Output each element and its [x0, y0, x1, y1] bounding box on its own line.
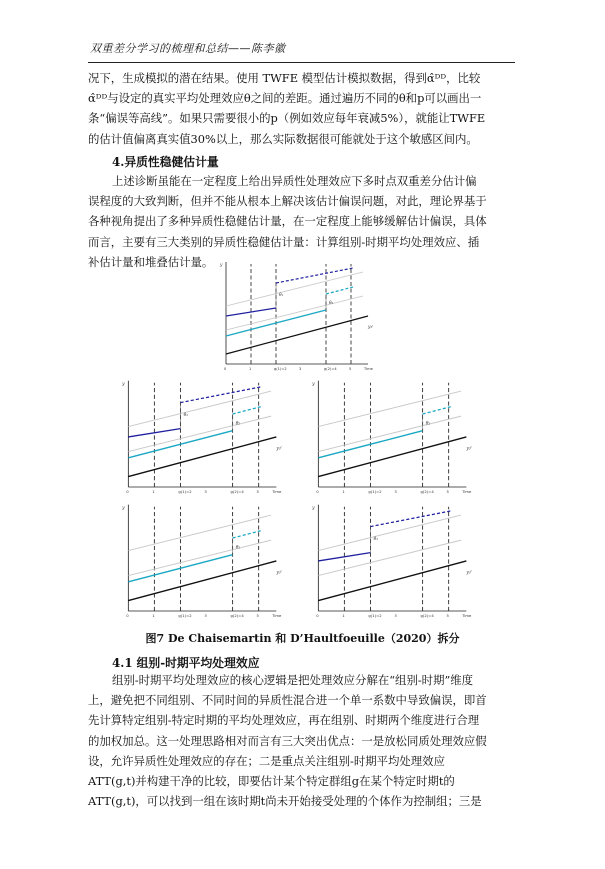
text-line: ATT(g,t)并构建干净的比较，即要估计某个特定群组g在某个特定时期t的: [88, 774, 455, 789]
x-tick-label: 5: [349, 367, 352, 371]
late-group-line: [318, 431, 422, 458]
running-header: 双重差分学习的梳理和总结——陈李徽: [90, 42, 286, 55]
section-4-1-heading: 4.1 组别-时期平均处理效应: [112, 656, 260, 670]
header-rule: [88, 62, 515, 63]
figure-panel-mid-left: [120, 376, 292, 500]
x-tick-label: 3: [204, 614, 207, 619]
x-tick-label: g(2)=4: [230, 614, 244, 619]
late-group-post-line: [233, 531, 261, 538]
effect-label: θ₁: [183, 413, 188, 419]
text-line: 况下，生成模拟的潜在结果。使用 TWFE 模型估计模拟数据，得到α̂ᴰᴰ，比较: [88, 71, 481, 85]
x-tick-label: 5: [446, 614, 449, 619]
x-tick-label: 0: [126, 490, 129, 495]
text-line: 条“偏误等高线”。如果只需要很小的p（例如效应每年衰减5%），就能让TWFE: [88, 111, 486, 126]
figure-caption: 图7 De Chaisemartin 和 D’Haultfoeuille（2020）拆分: [145, 632, 460, 645]
x-axis-label: Time: [364, 367, 373, 371]
x-tick-label: g(2)=4: [420, 614, 434, 619]
text-line: 误程度的大致判断，但并不能从根本上解决该估计偏误问题，对此，理论界基于: [88, 194, 487, 209]
x-tick-label: g(1)=2: [178, 614, 192, 619]
late-group-post-line: [233, 407, 261, 414]
early-group-post-line: [276, 268, 353, 283]
effect-label: θ₂: [235, 545, 241, 551]
x-axis-label: Time: [272, 490, 282, 495]
x-tick-label: 3: [299, 367, 302, 371]
y-axis-label: y: [312, 505, 315, 511]
group-label: y₃ᵗ: [466, 446, 472, 452]
group-label: y₃ᵗ: [276, 570, 282, 576]
x-tick-label: 0: [224, 367, 227, 371]
y-axis-label: y: [220, 262, 223, 267]
text-line: 的估计值偏离真实值30%以上，那么实际数据很可能就处于这个敏感区间内。: [88, 131, 478, 146]
x-tick-label: 1: [249, 367, 252, 371]
text-line: 补估计量和堆叠估计量。: [88, 254, 214, 269]
effect-label: θ₂: [329, 300, 334, 305]
x-axis-label: Time: [462, 614, 472, 619]
untreated-group-line: [226, 316, 368, 354]
text-line: 上述诊断虽能在一定程度上给出异质性处理效应下多时点双重差分估计偏: [112, 174, 477, 188]
text-line: 设，允许异质性处理效应的存在；二是重点关注组别-时期平均处理效应: [88, 753, 445, 768]
figure-panel-mid-right: [310, 376, 482, 500]
x-tick-label: g(1)=2: [368, 490, 382, 495]
untreated-group-line: [128, 437, 276, 477]
x-tick-label: 0: [316, 490, 319, 495]
x-axis-label: Time: [462, 490, 472, 495]
x-tick-label: g(2)=4: [230, 490, 244, 495]
text-line: 组别-时期平均处理效应的核心逻辑是把处理效应分解在“组别-时期”维度: [112, 673, 474, 687]
y-axis-label: y: [122, 381, 125, 387]
x-tick-label: 1: [152, 490, 155, 495]
text-line: α̂ᴰᴰ与设定的真实平均处理效应θ之间的差距。通过遍历不同的θ和p可以画出一: [88, 91, 482, 106]
x-tick-label: 1: [342, 614, 345, 619]
effect-label: θ₁: [373, 537, 378, 543]
effect-label: θ₂: [235, 421, 241, 427]
untreated-group-line: [318, 437, 466, 477]
text-line: 而言，主要有三大类别的异质性稳健估计量：计算组别-时期平均处理效应、插: [88, 234, 480, 249]
x-tick-label: 3: [204, 490, 207, 495]
text-line: 上，避免把不同组别、不同时间的异质性混合进一个单一系数中导致偏误，即首: [88, 693, 487, 708]
x-tick-label: 1: [152, 614, 155, 619]
section-4-heading: 4.异质性稳健估计量: [112, 155, 219, 169]
late-group-line: [128, 555, 232, 582]
x-tick-label: g(1)=2: [368, 614, 382, 619]
early-group-post-line: [180, 387, 260, 403]
group-label: y₃ᵗ: [466, 570, 472, 576]
y-axis-label: y: [122, 505, 125, 511]
effect-label: θ₂: [425, 421, 431, 427]
text-line: 先计算特定组别-特定时期的平均处理效应，再在组别、时期两个维度进行合理: [88, 713, 480, 728]
late-group-post-line: [423, 407, 451, 414]
paragraph-robust-estimators: [88, 171, 519, 272]
text-line: 各种视角提出了多种异质性稳健估计量，在一定程度上能够缓解估计偏误，具体: [88, 214, 487, 229]
figure-panel-bottom-right: [310, 500, 482, 624]
x-axis-label: Time: [272, 614, 282, 619]
x-tick-label: 0: [316, 614, 319, 619]
x-tick-label: 3: [394, 614, 397, 619]
untreated-group-line: [128, 561, 276, 601]
x-tick-label: 5: [256, 614, 259, 619]
figure-panel-top: [218, 258, 383, 376]
early-group-post-line: [370, 511, 450, 527]
late-group-post-line: [326, 287, 353, 294]
effect-label: θ₁: [279, 292, 284, 297]
x-tick-label: g(2)=4: [420, 490, 434, 495]
x-tick-label: 1: [342, 490, 345, 495]
y-axis-label: y: [312, 381, 315, 387]
x-tick-label: 0: [126, 614, 129, 619]
group-label: y₃ᵗ: [368, 324, 374, 329]
x-tick-label: g(1)=2: [178, 490, 192, 495]
untreated-group-line: [318, 561, 466, 601]
x-tick-label: 5: [446, 490, 449, 495]
text-line: ATT(g,t)，可以找到一组在该时期t尚未开始接受处理的个体作为控制组；三是: [88, 794, 482, 809]
x-tick-label: 3: [394, 490, 397, 495]
x-tick-label: 5: [256, 490, 259, 495]
text-line: 的加权加总。这一处理思路相对而言有三大突出优点：一是放松同质处理效应假: [88, 733, 487, 748]
group-label: y₃ᵗ: [276, 446, 282, 452]
figure-panel-bottom-left: [120, 500, 292, 624]
paragraph-group-time-att: [88, 670, 519, 811]
x-tick-label: g(1)=2: [274, 367, 287, 371]
paragraph-simulation: [88, 68, 519, 149]
x-tick-label: g(2)=4: [324, 367, 337, 371]
